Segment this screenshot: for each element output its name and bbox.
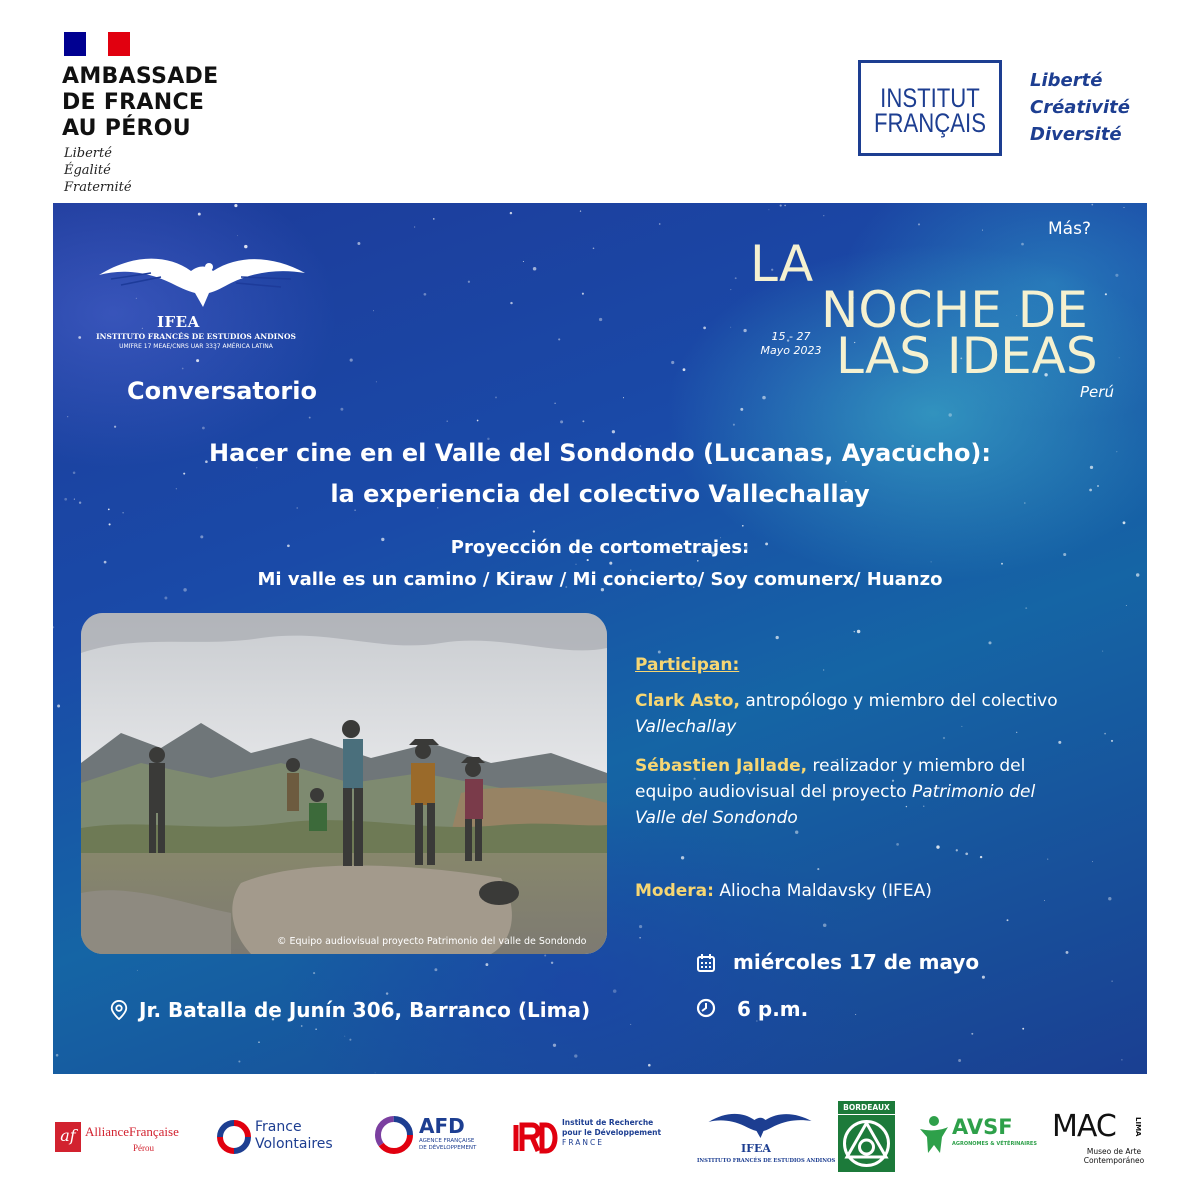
star-dot xyxy=(446,421,447,422)
star-dot xyxy=(931,561,932,562)
star-dot xyxy=(971,1033,973,1035)
festival-mas: Más? xyxy=(1048,219,1091,239)
star-dot xyxy=(554,403,555,404)
star-dot xyxy=(857,630,860,633)
star-dot xyxy=(313,972,315,974)
participant-2-role-line2: equipo audiovisual del proyecto xyxy=(635,782,912,802)
star-dot xyxy=(122,512,123,513)
france-volontaires-line-1: France xyxy=(255,1119,302,1135)
star-dot xyxy=(485,963,488,966)
embassy-name-line-3: AU PÉROU xyxy=(62,116,191,141)
star-dot xyxy=(982,230,983,231)
avsf-sub: AGRONOMES & VÉTÉRINAIRES xyxy=(952,1141,1037,1147)
institut-tagline-1: Liberté xyxy=(1030,70,1103,91)
star-dot xyxy=(795,831,798,834)
star-dot xyxy=(1092,861,1093,862)
star-dot xyxy=(315,1029,316,1030)
event-title-line-1: Hacer cine en el Valle del Sondondo (Lucanas, Ayacucho): xyxy=(209,439,991,467)
star-dot xyxy=(344,1036,345,1037)
ird-logo xyxy=(512,1115,662,1160)
star-dot xyxy=(1115,274,1118,277)
star-dot xyxy=(784,205,785,206)
star-dot xyxy=(1102,651,1103,652)
star-dot xyxy=(510,212,512,214)
star-dot xyxy=(558,338,560,340)
participant-1 xyxy=(635,691,1058,711)
star-dot xyxy=(855,1014,856,1015)
event-date: miércoles 17 de mayo xyxy=(733,950,980,974)
mac-lima-logo xyxy=(1052,1109,1152,1173)
event-type-label: Conversatorio xyxy=(127,377,317,405)
star-dot xyxy=(639,937,641,939)
star-dot xyxy=(703,327,706,330)
star-dot xyxy=(961,726,962,727)
star-dot xyxy=(340,408,343,411)
star-dot xyxy=(354,509,356,511)
star-dot xyxy=(1044,900,1045,901)
star-dot xyxy=(1111,980,1112,981)
star-dot xyxy=(630,1024,631,1025)
star-dot xyxy=(1104,733,1106,735)
afd-sub-line-2: DE DÉVELOPPEMENT xyxy=(419,1145,477,1151)
star-dot xyxy=(623,397,624,398)
mac-sub: Museo de Arte Contemporáneo xyxy=(1083,1147,1145,1165)
star-dot xyxy=(1025,607,1027,609)
ird-line-2: pour le Développement xyxy=(562,1128,662,1137)
star-dot xyxy=(1105,293,1107,295)
afd-sub xyxy=(419,1138,476,1152)
event-title-line-2: la experiencia del colectivo Vallechallay xyxy=(330,480,870,508)
star-dot xyxy=(1119,357,1120,358)
star-dot xyxy=(202,427,205,430)
star-dot xyxy=(57,705,60,708)
star-dot xyxy=(683,368,686,371)
star-dot xyxy=(956,849,958,851)
afd-name: AFD xyxy=(419,1114,465,1138)
star-dot xyxy=(980,856,982,858)
star-dot xyxy=(73,472,76,475)
star-dot xyxy=(965,852,968,855)
star-dot xyxy=(988,641,991,644)
star-dot xyxy=(1016,732,1017,733)
ird-name xyxy=(562,1118,661,1148)
star-dot xyxy=(854,631,855,632)
star-dot xyxy=(1123,207,1124,208)
francais-word: FRANÇAIS xyxy=(874,108,986,138)
festival-title-line-3: LAS IDEAS xyxy=(836,327,1098,385)
star-dot xyxy=(560,420,563,423)
star-dot xyxy=(896,843,899,846)
star-dot xyxy=(658,651,661,654)
star-dot xyxy=(357,242,360,245)
participant-1-name: Clark Asto, xyxy=(635,691,740,711)
avsf-person-icon xyxy=(918,1115,950,1155)
star-dot xyxy=(740,408,743,411)
motto-egalite: Égalité xyxy=(64,163,111,178)
ifea-logo xyxy=(91,235,311,355)
star-dot xyxy=(639,925,642,928)
bordeaux-logo xyxy=(838,1101,895,1173)
bordeaux-emblem-icon xyxy=(838,1115,895,1172)
star-dot xyxy=(735,277,737,279)
star-dot xyxy=(823,924,827,928)
star-dot xyxy=(697,560,699,562)
star-dot xyxy=(544,954,546,956)
star-dot xyxy=(1121,1059,1123,1061)
star-dot xyxy=(424,293,427,296)
france-volontaires-logo xyxy=(217,1118,357,1158)
embassy-name-line-1: AMBASSADE xyxy=(62,64,219,89)
star-dot xyxy=(434,968,437,971)
star-dot xyxy=(56,1054,59,1057)
france-volontaires-line-2: Volontaires xyxy=(255,1136,333,1152)
star-dot xyxy=(114,426,116,428)
star-dot xyxy=(681,856,684,859)
star-dot xyxy=(582,293,584,295)
star-dot xyxy=(1022,1028,1024,1030)
festival-dates xyxy=(757,330,825,358)
star-dot xyxy=(1001,563,1003,565)
star-dot xyxy=(1047,859,1048,860)
star-dot xyxy=(780,205,782,207)
institut-word: INSTITUT xyxy=(880,83,980,113)
star-dot xyxy=(164,597,167,600)
star-dot xyxy=(742,525,744,527)
star-dot xyxy=(613,989,617,993)
motto-liberte: Liberté xyxy=(64,146,112,161)
star-dot xyxy=(309,417,311,419)
calendar-icon xyxy=(696,953,716,973)
ifea-footer-full-name: INSTITUTO FRANCÉS DE ESTUDIOS ANDINOS xyxy=(697,1158,836,1164)
ifea-footer-name: IFEA xyxy=(741,1142,771,1155)
star-dot xyxy=(301,1025,303,1027)
star-dot xyxy=(350,359,353,362)
afd-logo xyxy=(373,1112,488,1158)
star-dot xyxy=(1111,740,1113,742)
france-volontaires-mark-icon xyxy=(217,1120,251,1154)
star-dot xyxy=(533,530,535,532)
star-dot xyxy=(375,1072,376,1073)
star-dot xyxy=(137,970,138,971)
star-dot xyxy=(768,209,769,210)
star-dot xyxy=(609,562,612,565)
festival-title-line-2: NOCHE DE xyxy=(821,281,1088,339)
star-dot xyxy=(906,806,907,807)
star-dot xyxy=(433,218,435,220)
star-dot xyxy=(918,223,920,225)
star-dot xyxy=(1126,605,1127,606)
star-dot xyxy=(593,248,595,250)
photo-credit: © Equipo audiovisual proyecto Patrimonio del valle de Sondondo xyxy=(277,936,587,947)
star-dot xyxy=(936,845,939,848)
star-dot xyxy=(659,223,661,225)
star-dot xyxy=(943,737,945,739)
clock-icon xyxy=(696,998,716,1018)
alliance-francaise-logo xyxy=(55,1118,205,1158)
moderator-label: Modera: xyxy=(635,881,714,901)
avsf-logo xyxy=(918,1113,1043,1163)
star-dot xyxy=(948,413,951,416)
star-dot xyxy=(1058,741,1061,744)
star-dot xyxy=(349,1039,351,1041)
star-dot xyxy=(1123,521,1126,524)
star-dot xyxy=(817,868,819,870)
alliance-francaise-name: AllianceFrançaise xyxy=(85,1124,179,1139)
star-dot xyxy=(1108,897,1111,900)
star-dot xyxy=(574,1054,577,1057)
star-dot xyxy=(414,227,415,228)
star-dot xyxy=(599,318,602,321)
marianne-flag-icon xyxy=(64,32,130,56)
star-dot xyxy=(78,336,81,339)
star-dot xyxy=(730,289,731,290)
location-pin-icon xyxy=(109,1000,129,1020)
star-dot xyxy=(1007,919,1009,921)
embassy-name-line-2: DE FRANCE xyxy=(62,90,205,115)
institut-tagline-2: Créativité xyxy=(1030,97,1130,118)
event-photo xyxy=(81,613,607,954)
star-dot xyxy=(468,281,470,283)
participant-2-role: realizador y miembro del xyxy=(807,756,1026,776)
alliance-francaise-country: Pérou xyxy=(133,1143,154,1153)
institut-francais-logo xyxy=(858,60,1002,156)
star-dot xyxy=(762,396,766,400)
embassy-logo xyxy=(60,30,280,195)
star-dot xyxy=(183,473,185,475)
ifea-footer-logo xyxy=(697,1102,836,1187)
star-dot xyxy=(612,430,615,433)
star-dot xyxy=(258,1041,259,1042)
bordeaux-label: BORDEAUX xyxy=(838,1101,895,1114)
star-dot xyxy=(576,564,577,565)
star-dot xyxy=(495,396,497,398)
star-dot xyxy=(104,561,107,564)
star-dot xyxy=(582,420,584,422)
star-dot xyxy=(958,1059,961,1062)
star-dot xyxy=(1021,243,1024,246)
condor-icon xyxy=(91,235,311,315)
star-dot xyxy=(580,210,581,211)
mac-city: LIMA xyxy=(1134,1117,1142,1137)
star-dot xyxy=(823,669,824,670)
festival-country: Perú xyxy=(1080,383,1114,401)
star-dot xyxy=(67,416,68,417)
participant-1-group: Vallechallay xyxy=(635,717,737,737)
participant-2-name: Sébastien Jallade, xyxy=(635,756,808,776)
ifea-name: IFEA xyxy=(157,313,200,331)
star-dot xyxy=(823,215,824,216)
motto-fraternite: Fraternité xyxy=(64,180,132,195)
france-volontaires-name xyxy=(255,1119,333,1153)
ifea-full-name: INSTITUTO FRANCÉS DE ESTUDIOS ANDINOS xyxy=(96,332,296,341)
star-dot xyxy=(694,778,696,780)
alliance-francaise-mark: af xyxy=(55,1122,81,1152)
star-dot xyxy=(982,976,985,979)
star-dot xyxy=(196,359,199,362)
star-dot xyxy=(1066,951,1069,954)
star-dot xyxy=(743,329,746,332)
festival-dates-range: 15 - 27 xyxy=(771,330,811,343)
ird-line-3: FRANCE xyxy=(562,1138,604,1147)
moderator-name: Aliocha Maldavsky (IFEA) xyxy=(713,881,932,901)
star-dot xyxy=(386,992,388,994)
afd-ring-icon xyxy=(373,1114,415,1156)
film-crew-photo xyxy=(81,613,607,954)
star-dot xyxy=(376,381,377,382)
ifea-sub: UMIFRE 17 MEAE/CNRS UAR 3337 AMÉRICA LATINA xyxy=(119,343,273,350)
star-dot xyxy=(510,302,512,304)
star-dot xyxy=(587,559,589,561)
star-dot xyxy=(551,962,553,964)
condor-icon xyxy=(697,1102,822,1142)
star-dot xyxy=(730,327,731,328)
star-dot xyxy=(238,1060,240,1062)
mac-name: MAC xyxy=(1052,1109,1116,1144)
star-dot xyxy=(477,420,479,422)
ird-mark-icon xyxy=(512,1117,558,1157)
event-time: 6 p.m. xyxy=(737,997,809,1021)
event-poster xyxy=(53,203,1147,1074)
star-dot xyxy=(776,636,779,639)
festival-title-line-1: LA xyxy=(750,235,814,293)
star-dot xyxy=(523,261,524,262)
afd-sub-line-1: AGENCE FRANÇAISE xyxy=(419,1138,475,1144)
institut-tagline-3: Diversité xyxy=(1030,124,1122,145)
participant-2-project-a: Patrimonio del xyxy=(911,782,1036,802)
star-dot xyxy=(256,467,257,468)
star-dot xyxy=(923,806,924,807)
participant-2-project-b: Valle del Sondondo xyxy=(635,808,798,828)
star-dot xyxy=(648,1064,651,1067)
star-dot xyxy=(109,523,111,525)
participant-2-role-cont xyxy=(635,782,1035,802)
event-address: Jr. Batalla de Junín 306, Barranco (Lima) xyxy=(139,998,591,1022)
star-dot xyxy=(533,267,537,271)
star-dot xyxy=(198,213,201,216)
avsf-name: AVSF xyxy=(952,1115,1013,1139)
star-dot xyxy=(108,509,110,511)
ird-line-1: Institut de Recherche xyxy=(562,1118,654,1127)
festival-dates-month: Mayo 2023 xyxy=(760,344,822,357)
star-dot xyxy=(733,424,735,426)
star-dot xyxy=(234,204,237,207)
star-dot xyxy=(671,361,674,364)
star-dot xyxy=(182,368,184,370)
participants-heading: Participan: xyxy=(635,655,740,675)
screening-heading: Proyección de cortometrajes: xyxy=(450,537,750,558)
participant-2 xyxy=(635,756,1025,776)
participant-1-role: antropólogo y miembro del colectivo xyxy=(739,691,1058,711)
screening-film-list: Mi valle es un camino / Kiraw / Mi concierto/ Soy comunerx/ Huanzo xyxy=(257,569,943,590)
star-dot xyxy=(53,626,54,628)
star-dot xyxy=(373,310,374,311)
star-dot xyxy=(1091,204,1093,206)
star-dot xyxy=(553,1044,556,1047)
moderator xyxy=(635,881,932,901)
